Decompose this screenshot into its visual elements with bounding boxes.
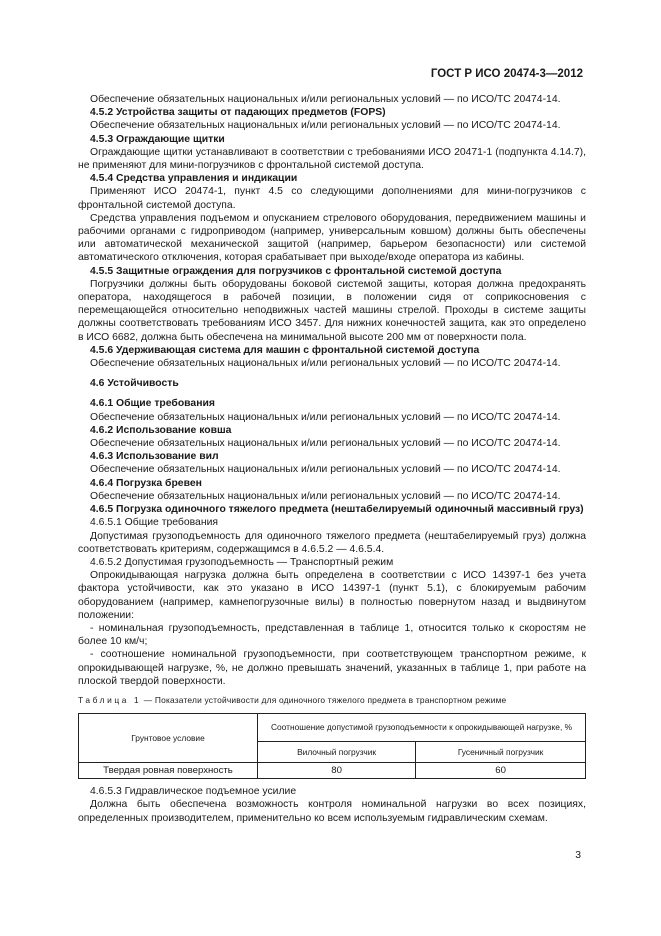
paragraph: Опрокидывающая нагрузка должна быть определена в соответствии с ИСО 14397-1 без учета фактора устойчивости, как это указано в ИСО 14397-1 (пункт 5.1), с блокируемым рабочим оборудованием (например, камнепогрузочные вилы) в полностью повернутом назад и выдвинутом положении: (78, 570, 586, 621)
document-header: ГОСТ Р ИСО 20474-3—2012 (430, 68, 583, 80)
section-heading: 4.6.2 Использование ковша (90, 424, 232, 436)
paragraph: Обеспечение обязательных национальных и/или региональных условий — по ИСО/ТС 20474-14. (90, 358, 561, 370)
section-title: Погрузка одиночного тяжелого предмета (нештабелируемый одиночный массивный груз) (116, 504, 584, 516)
paragraph: Применяют ИСО 20474-1, пункт 4.5 со следующими дополнениями для мини-погрузчиков с фронтальной системой доступа. (78, 186, 586, 211)
table-header-cell: Вилочный погрузчик (258, 742, 416, 763)
table-caption-text: — Показатели устойчивости для одиночного тяжелого предмета в транспортном режиме (143, 694, 507, 705)
page-number: 3 (575, 850, 581, 861)
list-item: - номинальная грузоподъемность, представленная в таблице 1, относится только к скоростям не более 10 км/ч; (78, 622, 586, 648)
table-cell: 60 (416, 763, 586, 779)
paragraph: Должна быть обеспечена возможность контроля номинальной нагрузки во всех позициях, определенных производителем, применительно ко всем используемым гидравлическим схемам. (78, 799, 586, 824)
table-header-cell: Гусеничный погрузчик (416, 742, 586, 763)
paragraph: Ограждающие щитки устанавливают в соответствии с требованиями ИСО 20471-1 (подпункта 4.14.7), не применяют для мини-погрузчиков с фронтальной системой доступа. (78, 146, 586, 172)
section-heading: 4.5.2 Устройства защиты от падающих предметов (FOPS) (90, 107, 386, 119)
section-heading: 4.6.1 Общие требования (90, 398, 215, 410)
paragraph: Погрузчики должны быть оборудованы боковой системой защиты, которая должна предохранять оператора, находящегося в рабочей позиции, в положении сидя от соприкосновения с перемещающейся относительно неподвижных частей машины стрелой. Проходы в системе защиты должны соответствовать требованиям ИСО 3457. Для нижних конечностей защита, как это определено в ИСО 6682, должна быть обеспечена на минимальной высоте 200 мм от поверхности пола. (78, 278, 586, 343)
paragraph: Обеспечение обязательных национальных и/или региональных условий — по ИСО/ТС 20474-14. (90, 94, 561, 105)
paragraph: Обеспечение обязательных национальных и/или региональных условий — по ИСО/ТС 20474-14. (90, 120, 561, 132)
table-header-cell: Соотношение допустимой грузоподъемности к опрокидывающей нагрузке, % (258, 714, 586, 742)
paragraph: Обеспечение обязательных национальных и/или региональных условий — по ИСО/ТС 20474-14. (90, 490, 561, 502)
table-cell: 80 (258, 763, 416, 779)
paragraph: Допустимая грузоподъемность для одиночного тяжелого предмета (нештабелируемый груз) должна соответствовать критериям, содержащимся в 4.6.5.2 — 4.6.5.4. (78, 530, 586, 555)
subsection-heading: 4.6.5.3 Гидравлическое подъемное усилие (90, 786, 297, 798)
paragraph: Обеспечение обязательных национальных и/или региональных условий — по ИСО/ТС 20474-14. (90, 464, 561, 476)
section-heading: 4.5.5 Защитные ограждения для погрузчиков с фронтальной системой доступа (90, 265, 502, 277)
section-heading: 4.5.4 Средства управления и индикации (90, 173, 298, 185)
paragraph: Средства управления подъемом и опусканием стрелового оборудования, передвижением машины и рабочими органами с гидроприводом (например, универсальным ковшом) должны быть обеспечены или автоматической механической защитой (например, барьером безопасности) или системой автоматического отключения, которая срабатывает при выходе/входе оператора из кабины. (78, 212, 586, 264)
stability-table (78, 713, 586, 779)
table-caption-label: Таблица 1 (78, 694, 142, 705)
document-body (78, 93, 586, 825)
table-header-cell: Грунтовое условие (79, 714, 258, 763)
section-heading: 4.6.3 Использование вил (90, 451, 219, 463)
table-caption (78, 694, 586, 707)
subsection-heading: 4.6.5.1 Общие требования (90, 517, 218, 529)
table-cell: Твердая ровная поверхность (79, 763, 258, 779)
section-heading: 4.5.6 Удерживающая система для машин с фронтальной системой доступа (90, 344, 480, 356)
section-number: 4.6.5 (90, 504, 114, 516)
paragraph: Обеспечение обязательных национальных и/или региональных условий — по ИСО/ТС 20474-14. (90, 411, 561, 423)
subsection-heading: 4.6.5.2 Допустимая грузоподъемность — Транспортный режим (90, 556, 394, 568)
section-heading: 4.5.3 Ограждающие щитки (90, 133, 225, 145)
section-heading: 4.6 Устойчивость (90, 378, 179, 390)
section-heading: 4.6.4 Погрузка бревен (90, 477, 202, 489)
list-item: - соотношение номинальной грузоподъемности, при соответствующем транспортном режиме, к опрокидывающей нагрузке, %, не должно превышать значений, указанных в таблице 1, при работе на плоской твердой поверхности. (78, 649, 586, 687)
paragraph: Обеспечение обязательных национальных и/или региональных условий — по ИСО/ТС 20474-14. (90, 438, 561, 450)
section-heading (78, 503, 586, 516)
